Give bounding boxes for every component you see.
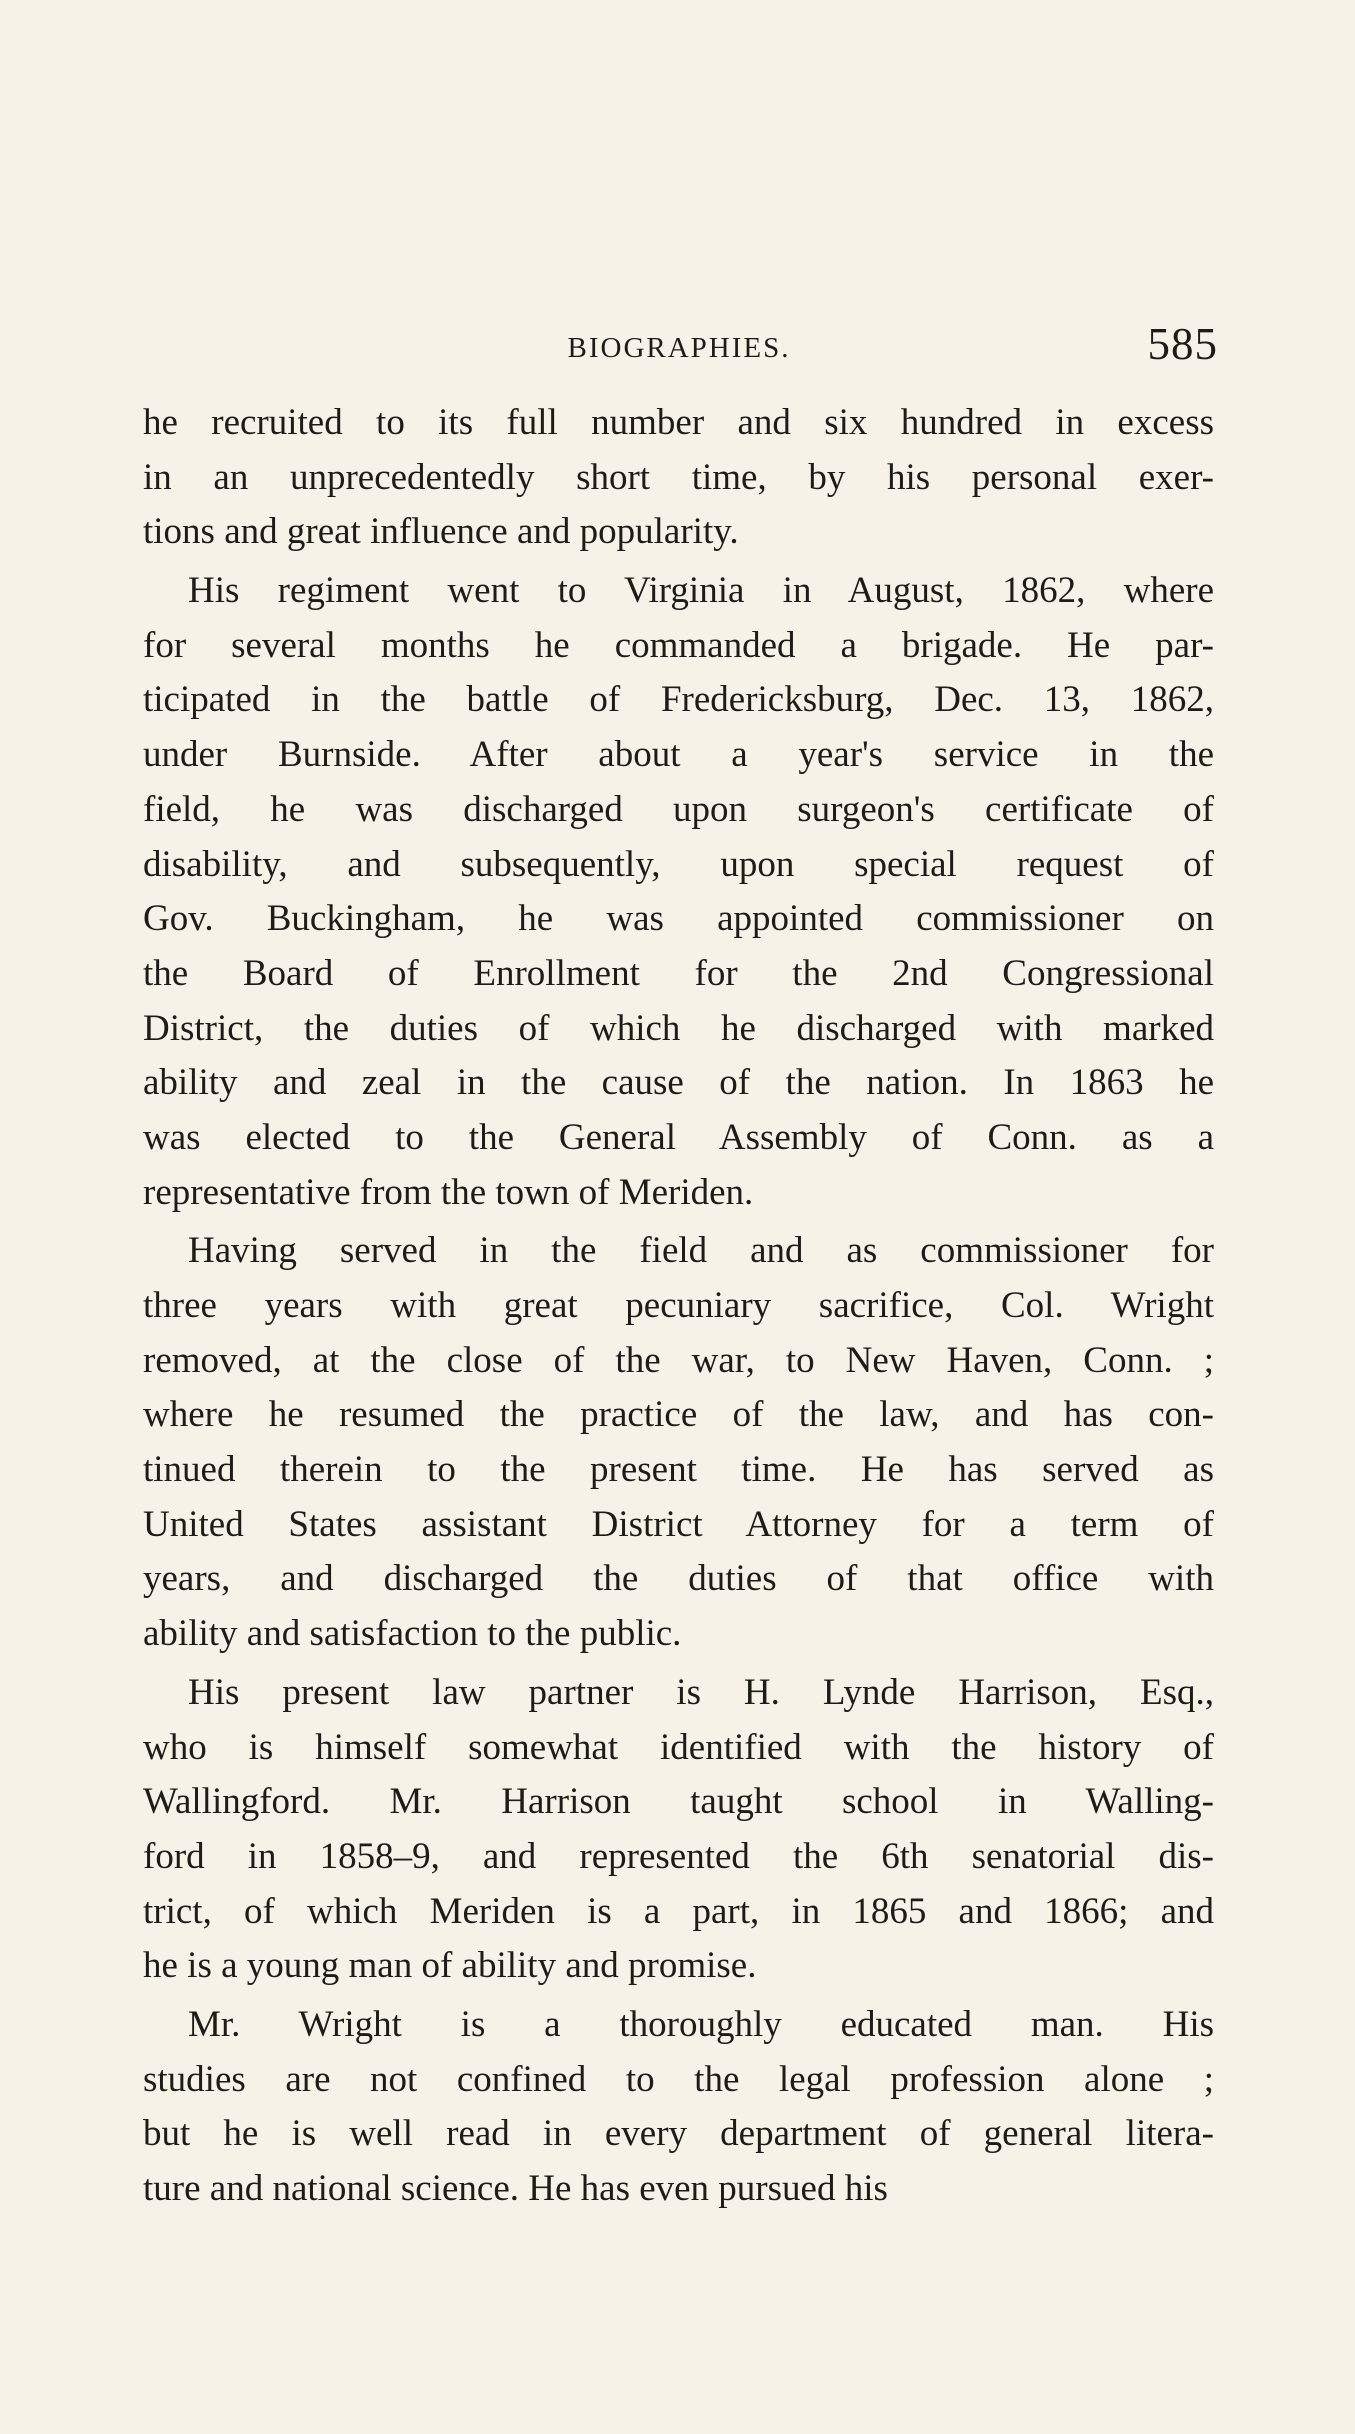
text-line: ability and zeal in the cause of the nation. In 1863 he [143, 1062, 1214, 1104]
text-line: tions and great influence and popularity. [143, 511, 739, 553]
text-line: disability, and subsequently, upon special request of [143, 843, 1214, 885]
text-line: he recruited to its full number and six hundred in excess [143, 402, 1214, 443]
text-line: Having served in the field and as commissioner for [188, 1230, 1214, 1272]
text-line: Mr. Wright is a thoroughly educated man. His [188, 2003, 1214, 2045]
text-line: District, the duties of which he discharged with marked [143, 1007, 1214, 1049]
text-line: ticipated in the battle of Fredericksburg, Dec. 13, 1862, [143, 679, 1214, 721]
text-line: who is himself somewhat identified with the history of [143, 1726, 1214, 1768]
text-line: years, and discharged the duties of that office with [143, 1558, 1214, 1600]
text-line: studies are not confined to the legal profession alone ; [143, 2058, 1214, 2100]
paragraph [143, 396, 1214, 560]
text-line: ability and satisfaction to the public. [143, 1613, 682, 1655]
text-line: where he resumed the practice of the law, and has con- [143, 1394, 1214, 1436]
paragraph [143, 1998, 1214, 2217]
text-line: His present law partner is H. Lynde Harrison, Esq., [188, 1671, 1214, 1713]
text-line: Wallingford. Mr. Harrison taught school in Walling- [143, 1781, 1214, 1823]
paragraph [143, 1666, 1214, 1994]
text-line: was elected to the General Assembly of Conn. as a [143, 1116, 1214, 1158]
text-line: trict, of which Meriden is a part, in 1865 and 1866; and [143, 1890, 1214, 1932]
paragraph [143, 564, 1214, 1220]
text-line: he is a young man of ability and promise. [143, 1945, 757, 1987]
body-text [143, 396, 1214, 2217]
text-line: tinued therein to the present time. He has served as [143, 1449, 1214, 1491]
text-line: United States assistant District Attorney for a term of [143, 1503, 1214, 1545]
text-line: under Burnside. After about a year's service in the [143, 734, 1214, 776]
text-line: but he is well read in every department of general litera- [143, 2113, 1214, 2155]
text-line: the Board of Enrollment for the 2nd Congressional [143, 952, 1214, 994]
running-title: BIOGRAPHIES. [567, 332, 791, 364]
text-line: removed, at the close of the war, to New Haven, Conn. ; [143, 1339, 1214, 1381]
paragraph [143, 1224, 1214, 1662]
page-number: 585 [1147, 319, 1218, 369]
text-line: ford in 1858–9, and represented the 6th senatorial dis- [143, 1835, 1214, 1877]
text-line: in an unprecedentedly short time, by his personal exer- [143, 456, 1214, 498]
text-line: His regiment went to Virginia in August, 1862, where [188, 570, 1214, 612]
text-line: field, he was discharged upon surgeon's certificate of [143, 788, 1214, 830]
text-line: ture and national science. He has even pursued his [143, 2168, 888, 2209]
text-line: for several months he commanded a brigade. He par- [143, 624, 1214, 666]
running-head [140, 318, 1218, 378]
text-line: representative from the town of Meriden. [143, 1171, 754, 1213]
text-line: three years with great pecuniary sacrifice, Col. Wright [143, 1285, 1214, 1326]
text-line: Gov. Buckingham, he was appointed commissioner on [143, 898, 1214, 940]
